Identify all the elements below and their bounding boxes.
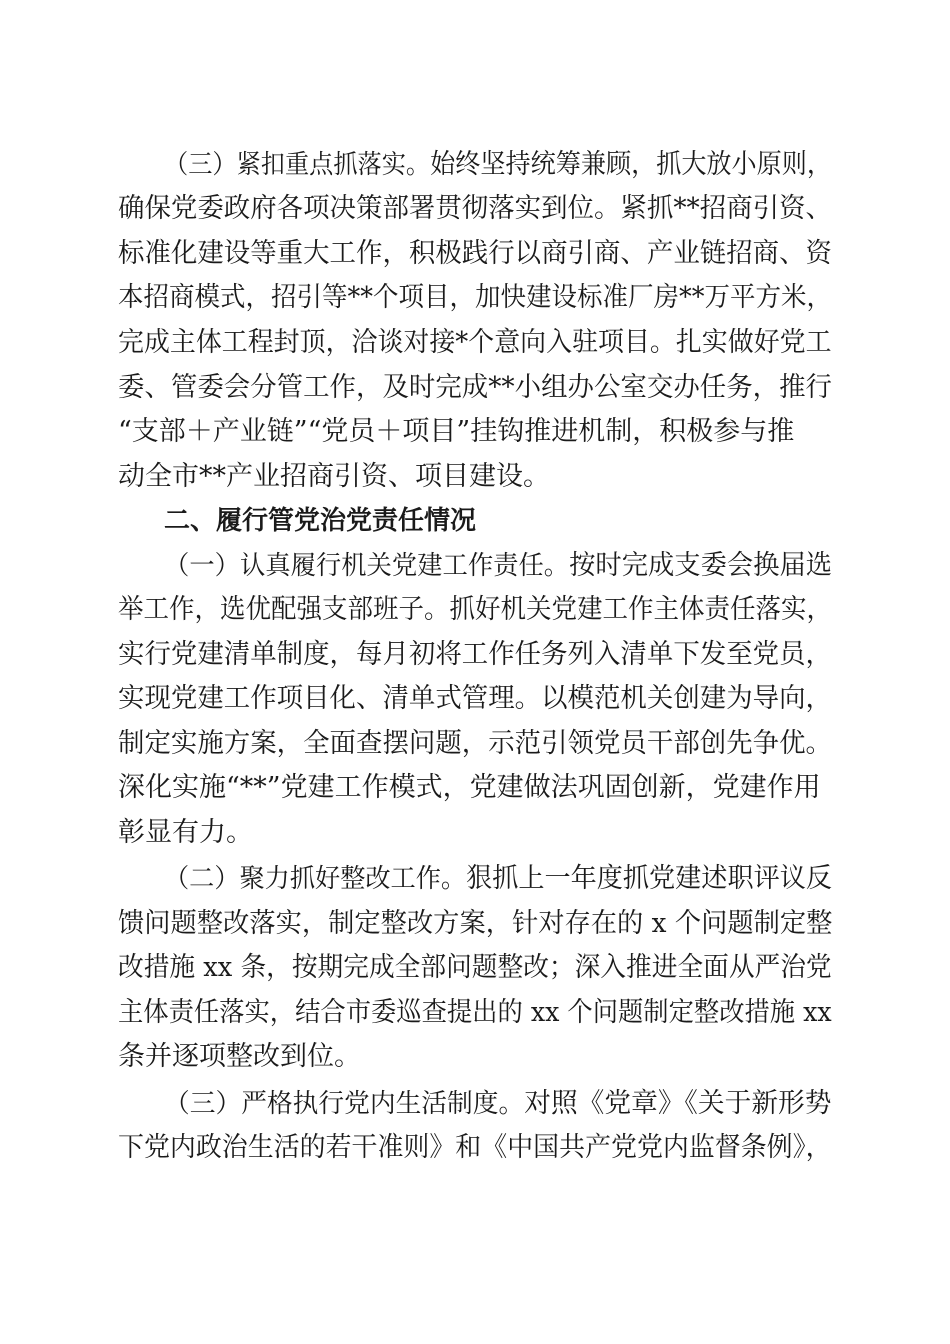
paragraph-line: （三）严格执行党内生活制度。对照《党章》《关于新形势 bbox=[164, 1088, 832, 1119]
paragraph-line: 标准化建设等重大工作，积极践行以商引商、产业链招商、资 bbox=[118, 238, 832, 269]
paragraph-line: （三）紧扣重点抓落实。始终坚持统筹兼顾，抓大放小原则， bbox=[164, 149, 833, 180]
paragraph-line: 本招商模式，招引等**个项目，加快建设标准厂房**万平方米， bbox=[118, 282, 832, 313]
paragraph-line: 下党内政治生活的若干准则》和《中国共产党党内监督条例》， bbox=[118, 1132, 832, 1163]
paragraph-line: 条并逐项整改到位。 bbox=[118, 1041, 361, 1072]
paragraph-line: 制定实施方案，全面查摆问题，示范引领党员干部创先争优。 bbox=[118, 728, 832, 759]
paragraph-line: 完成主体工程封顶，洽谈对接*个意向入驻项目。扎实做好党工 bbox=[118, 327, 832, 358]
paragraph-lead: （二）聚力抓好整改工作。 bbox=[164, 864, 467, 894]
paragraph-line: 改措施 xx 条，按期完成全部问题整改；深入推进全面从严治党 bbox=[118, 952, 832, 983]
paragraph-line: 深化实施“**”党建工作模式，党建做法巩固创新，党建作用 bbox=[118, 772, 821, 803]
paragraph-line: 委、管委会分管工作，及时完成**小组办公室交办任务，推行 bbox=[118, 372, 832, 403]
paragraph-line: “支部＋产业链”“党员＋项目”挂钩推进机制，积极参与推 bbox=[118, 416, 795, 447]
paragraph-line: 实现党建工作项目化、清单式管理。以模范机关创建为导向， bbox=[118, 683, 832, 714]
paragraph-lead: （三）严格执行党内生活制度。 bbox=[164, 1089, 525, 1119]
paragraph-line: （二）聚力抓好整改工作。狠抓上一年度抓党建述职评议反 bbox=[164, 863, 833, 894]
paragraph-line: 主体责任落实，结合市委巡查提出的 xx 个问题制定整改措施 xx bbox=[118, 997, 832, 1028]
paragraph-line: 确保党委政府各项决策部署贯彻落实到位。紧抓**招商引资、 bbox=[118, 193, 832, 224]
paragraph-line: 实行党建清单制度，每月初将工作任务列入清单下发至党员， bbox=[118, 639, 832, 670]
paragraph-lead: （一）认真履行机关党建工作责任。 bbox=[164, 551, 570, 581]
paragraph-line: 彰显有力。 bbox=[118, 817, 253, 848]
paragraph-line: （一）认真履行机关党建工作责任。按时完成支委会换届选 bbox=[164, 550, 833, 581]
section-heading: 二、履行管党治党责任情况 bbox=[164, 506, 477, 536]
paragraph-lead: （三）紧扣重点抓落实。 bbox=[164, 150, 431, 180]
paragraph-line: 举工作，选优配强支部班子。抓好机关党建工作主体责任落实， bbox=[118, 594, 832, 625]
paragraph-line: 馈问题整改落实，制定整改方案，针对存在的 x 个问题制定整 bbox=[118, 908, 833, 939]
paragraph-line: 动全市**产业招商引资、项目建设。 bbox=[118, 461, 550, 492]
